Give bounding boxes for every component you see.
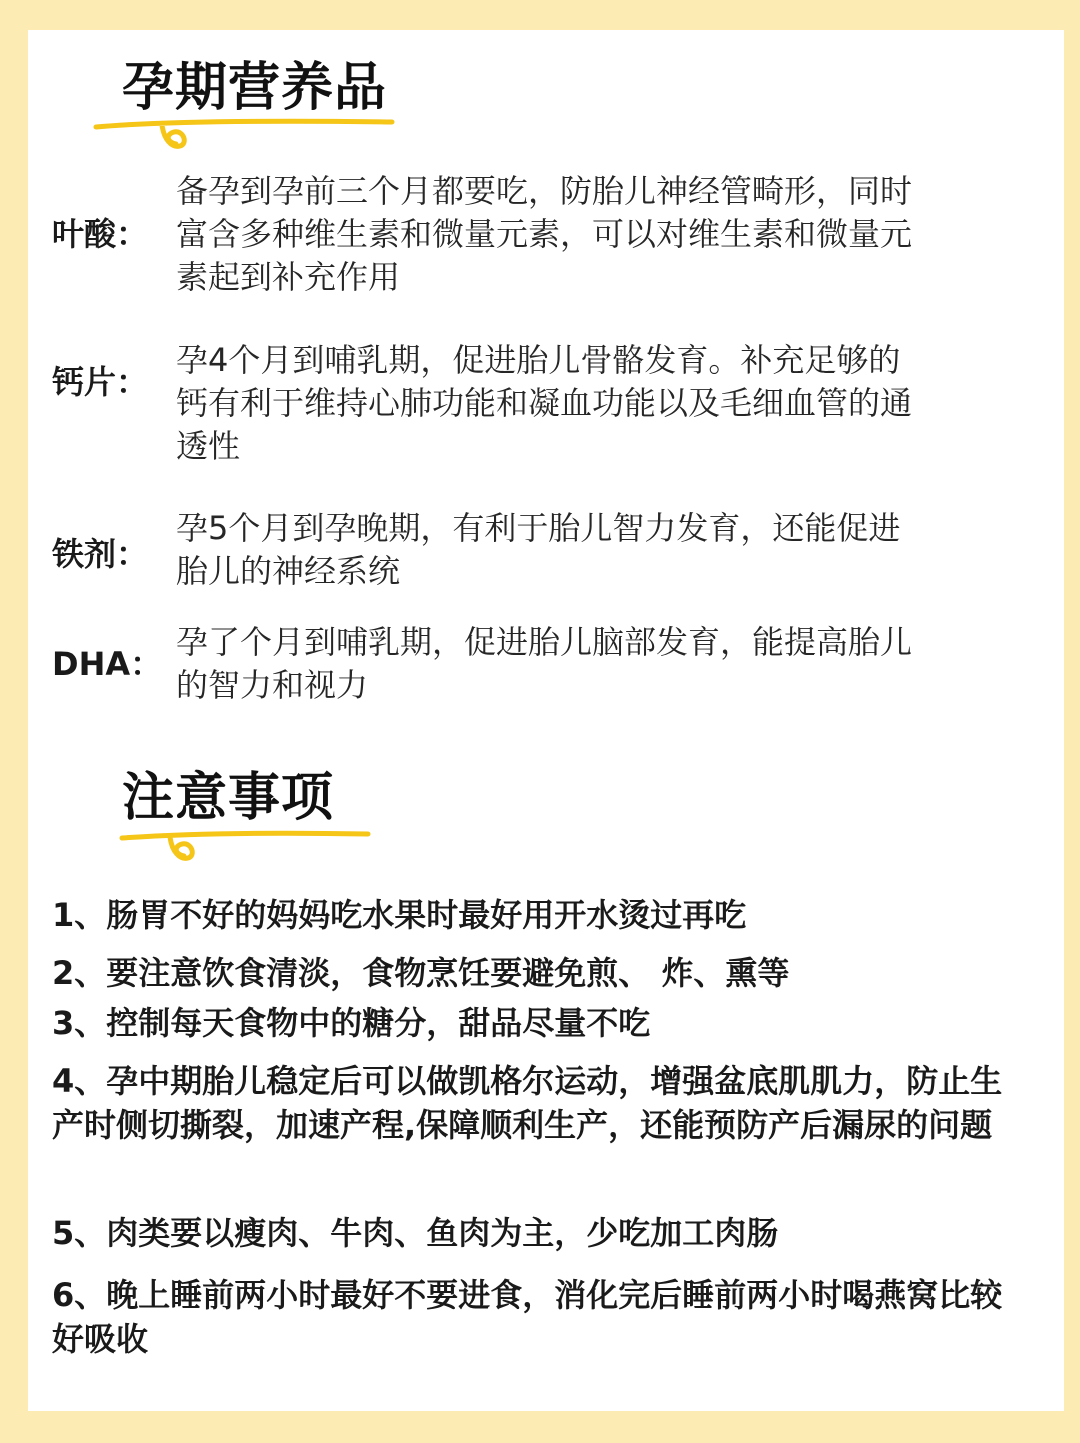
note-item-6: 6、晚上睡前两小时最好不要进食，消化完后睡前两小时喝燕窝比较好吸收	[52, 1276, 1003, 1358]
notes-section-title: 注意事项	[122, 768, 335, 828]
note-item-3: 3、控制每天食物中的糖分，甜品尽量不吃	[52, 1004, 651, 1042]
nutrition-section-title: 孕期营养品	[122, 58, 388, 118]
iron-description: 孕5个月到孕晚期，有利于胎儿智力发育，还能促进胎儿的神经系统	[176, 509, 901, 590]
calcium-description: 孕4个月到哺乳期，促进胎儿骨骼发育。补充足够的钙有利于维持心肺功能和凝血功能以及毛细血管的通透性	[176, 341, 913, 465]
note-item-4: 4、孕中期胎儿稳定后可以做凯格尔运动，增强盆底肌肌力，防止生产时侧切撕裂，加速产程,保障顺利生产，还能预防产后漏尿的问题	[52, 1062, 1003, 1144]
folic-acid-label: 叶酸：	[52, 215, 149, 253]
iron-label: 铁剂：	[52, 535, 149, 573]
note-item-2: 2、要注意饮食清淡，食物烹饪要避免煎、 炸、熏等	[52, 954, 790, 992]
folic-acid-description: 备孕到孕前三个月都要吃，防胎儿神经管畸形，同时富含多种维生素和微量元素，可以对维生素和微量元素起到补充作用	[176, 172, 913, 296]
note-item-5: 5、肉类要以瘦肉、牛肉、鱼肉为主，少吃加工肉肠	[52, 1214, 779, 1252]
dha-label: DHA：	[52, 645, 163, 683]
title-underline-squiggle	[92, 110, 402, 156]
title-underline-squiggle	[118, 822, 378, 870]
note-item-1: 1、肠胃不好的妈妈吃水果时最好用开水烫过再吃	[52, 896, 747, 934]
dha-description: 孕了个月到哺乳期，促进胎儿脑部发育，能提高胎儿的智力和视力	[176, 623, 913, 704]
calcium-label: 钙片：	[52, 363, 149, 401]
